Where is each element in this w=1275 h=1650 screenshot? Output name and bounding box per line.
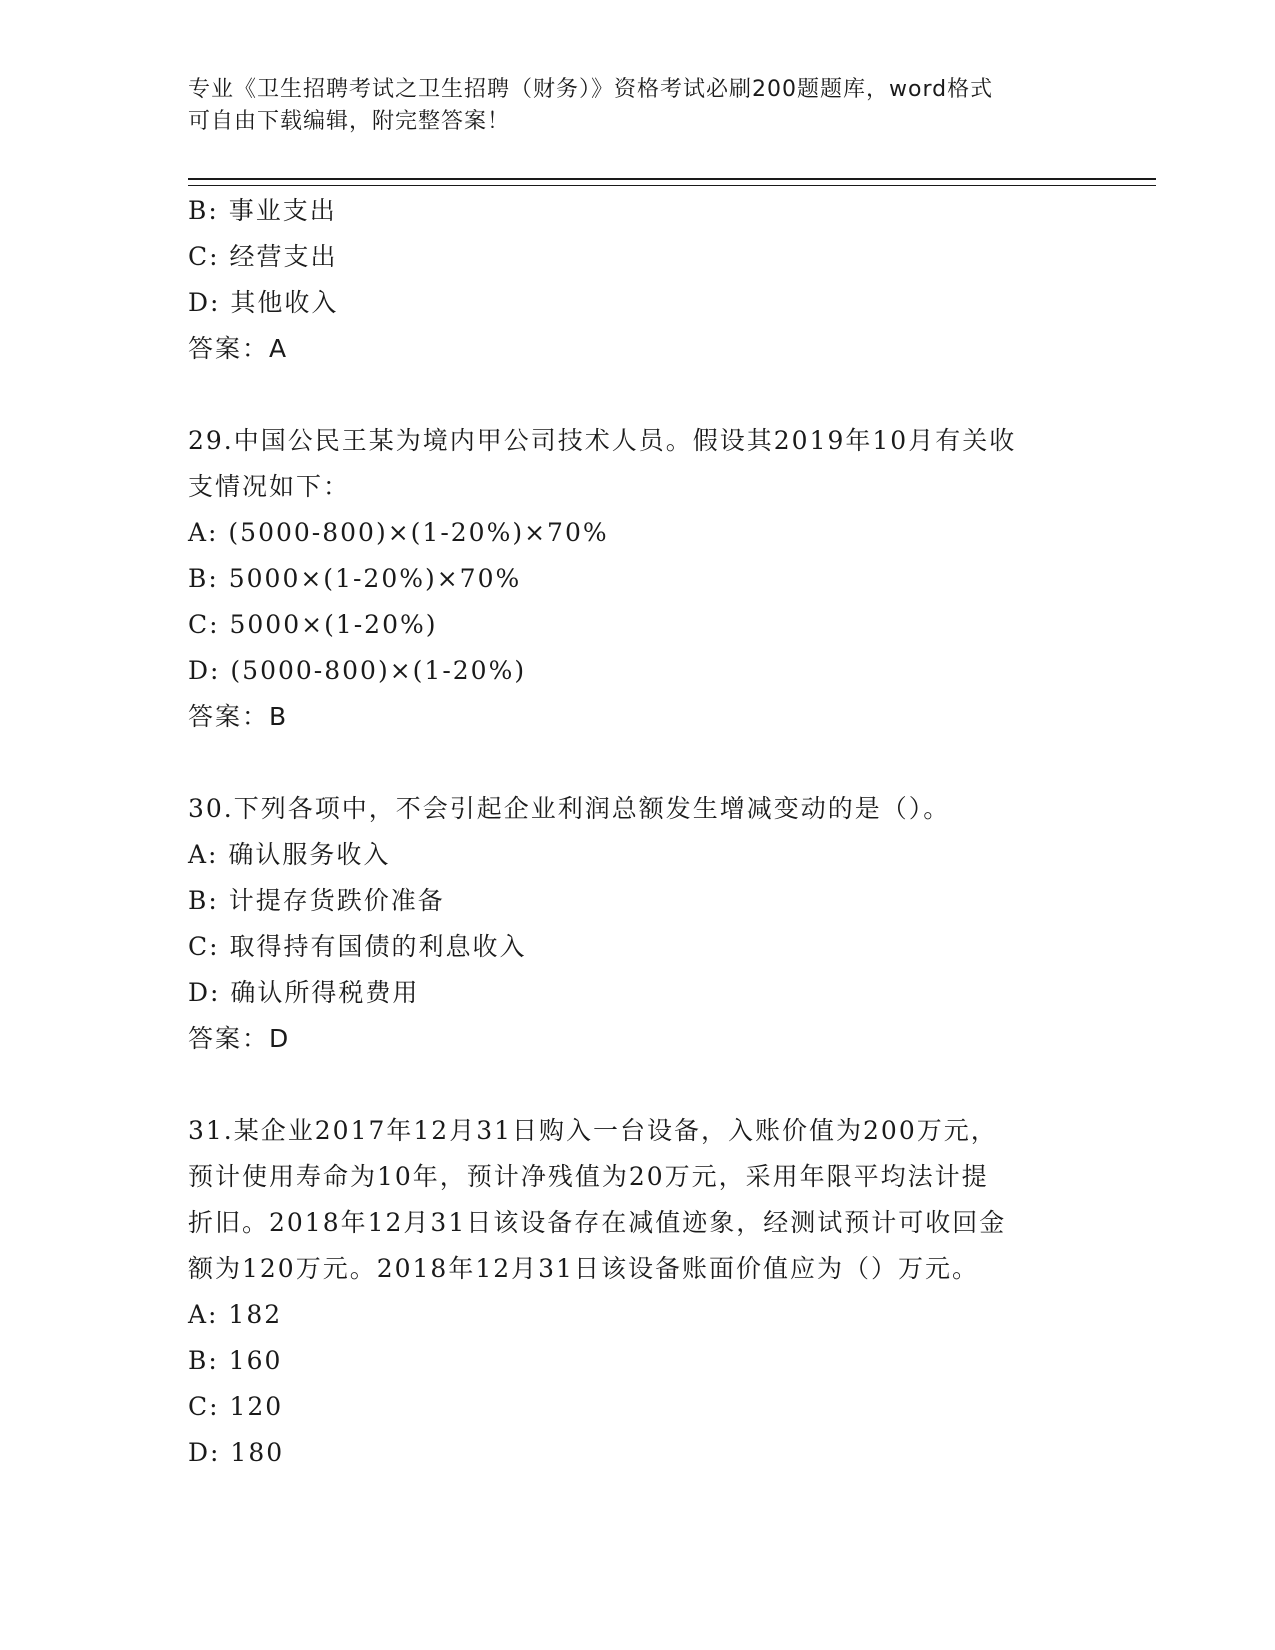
option-c: C: 5000×(1-20%): [188, 610, 438, 639]
option-d: D: 确认所得税费用: [188, 978, 420, 1007]
option-a: A: 确认服务收入: [188, 840, 391, 869]
question-31: [188, 1108, 1088, 1476]
question-stem: 31.某企业2017年12月31日购入一台设备，入账价值为200万元，: [188, 1116, 998, 1145]
question-stem: 30.下列各项中，不会引起企业利润总额发生增减变动的是（）。: [188, 794, 951, 823]
option-c: C: 120: [188, 1392, 284, 1421]
question-list: [188, 188, 1088, 1476]
option-c: C: 经营支出: [188, 242, 338, 271]
answer-line: 答案：A: [188, 334, 289, 363]
header-divider: [188, 178, 1156, 186]
spacer: [188, 372, 1088, 418]
question-stem: 额为120万元。2018年12月31日该设备账面价值应为（）万元。: [188, 1254, 979, 1283]
option-c: C: 取得持有国债的利息收入: [188, 932, 527, 961]
option-b: B: 160: [188, 1346, 283, 1375]
option-b: B: 计提存货跌价准备: [188, 886, 445, 915]
question-prev: [188, 188, 1088, 372]
option-b: B: 事业支出: [188, 196, 337, 225]
question-stem: 支情况如下：: [188, 472, 351, 501]
spacer: [188, 740, 1088, 786]
spacer: [188, 1062, 1088, 1108]
question-stem: 折旧。2018年12月31日该设备存在减值迹象，经测试预计可收回金: [188, 1208, 1007, 1237]
question-29: [188, 418, 1088, 740]
option-b: B: 5000×(1-20%)×70%: [188, 564, 522, 593]
header-line-1: 专业《卫生招聘考试之卫生招聘（财务）》资格考试必刷200题题库，word格式: [188, 77, 994, 102]
question-stem: 预计使用寿命为10年，预计净残值为20万元，采用年限平均法计提: [188, 1162, 989, 1191]
question-30: [188, 786, 1088, 1062]
option-a: A: 182: [188, 1300, 283, 1329]
option-d: D: (5000-800)×(1-20%): [188, 656, 527, 685]
option-a: A: (5000-800)×(1-20%)×70%: [188, 518, 609, 547]
option-d: D: 180: [188, 1438, 285, 1467]
answer-line: 答案：B: [188, 702, 289, 731]
option-d: D: 其他收入: [188, 288, 339, 317]
answer-line: 答案：D: [188, 1024, 291, 1053]
question-stem: 29.中国公民王某为境内甲公司技术人员。假设其2019年10月有关收: [188, 426, 1017, 455]
document-header: [188, 74, 1068, 138]
header-line-2: 可自由下载编辑，附完整答案！: [188, 109, 511, 134]
